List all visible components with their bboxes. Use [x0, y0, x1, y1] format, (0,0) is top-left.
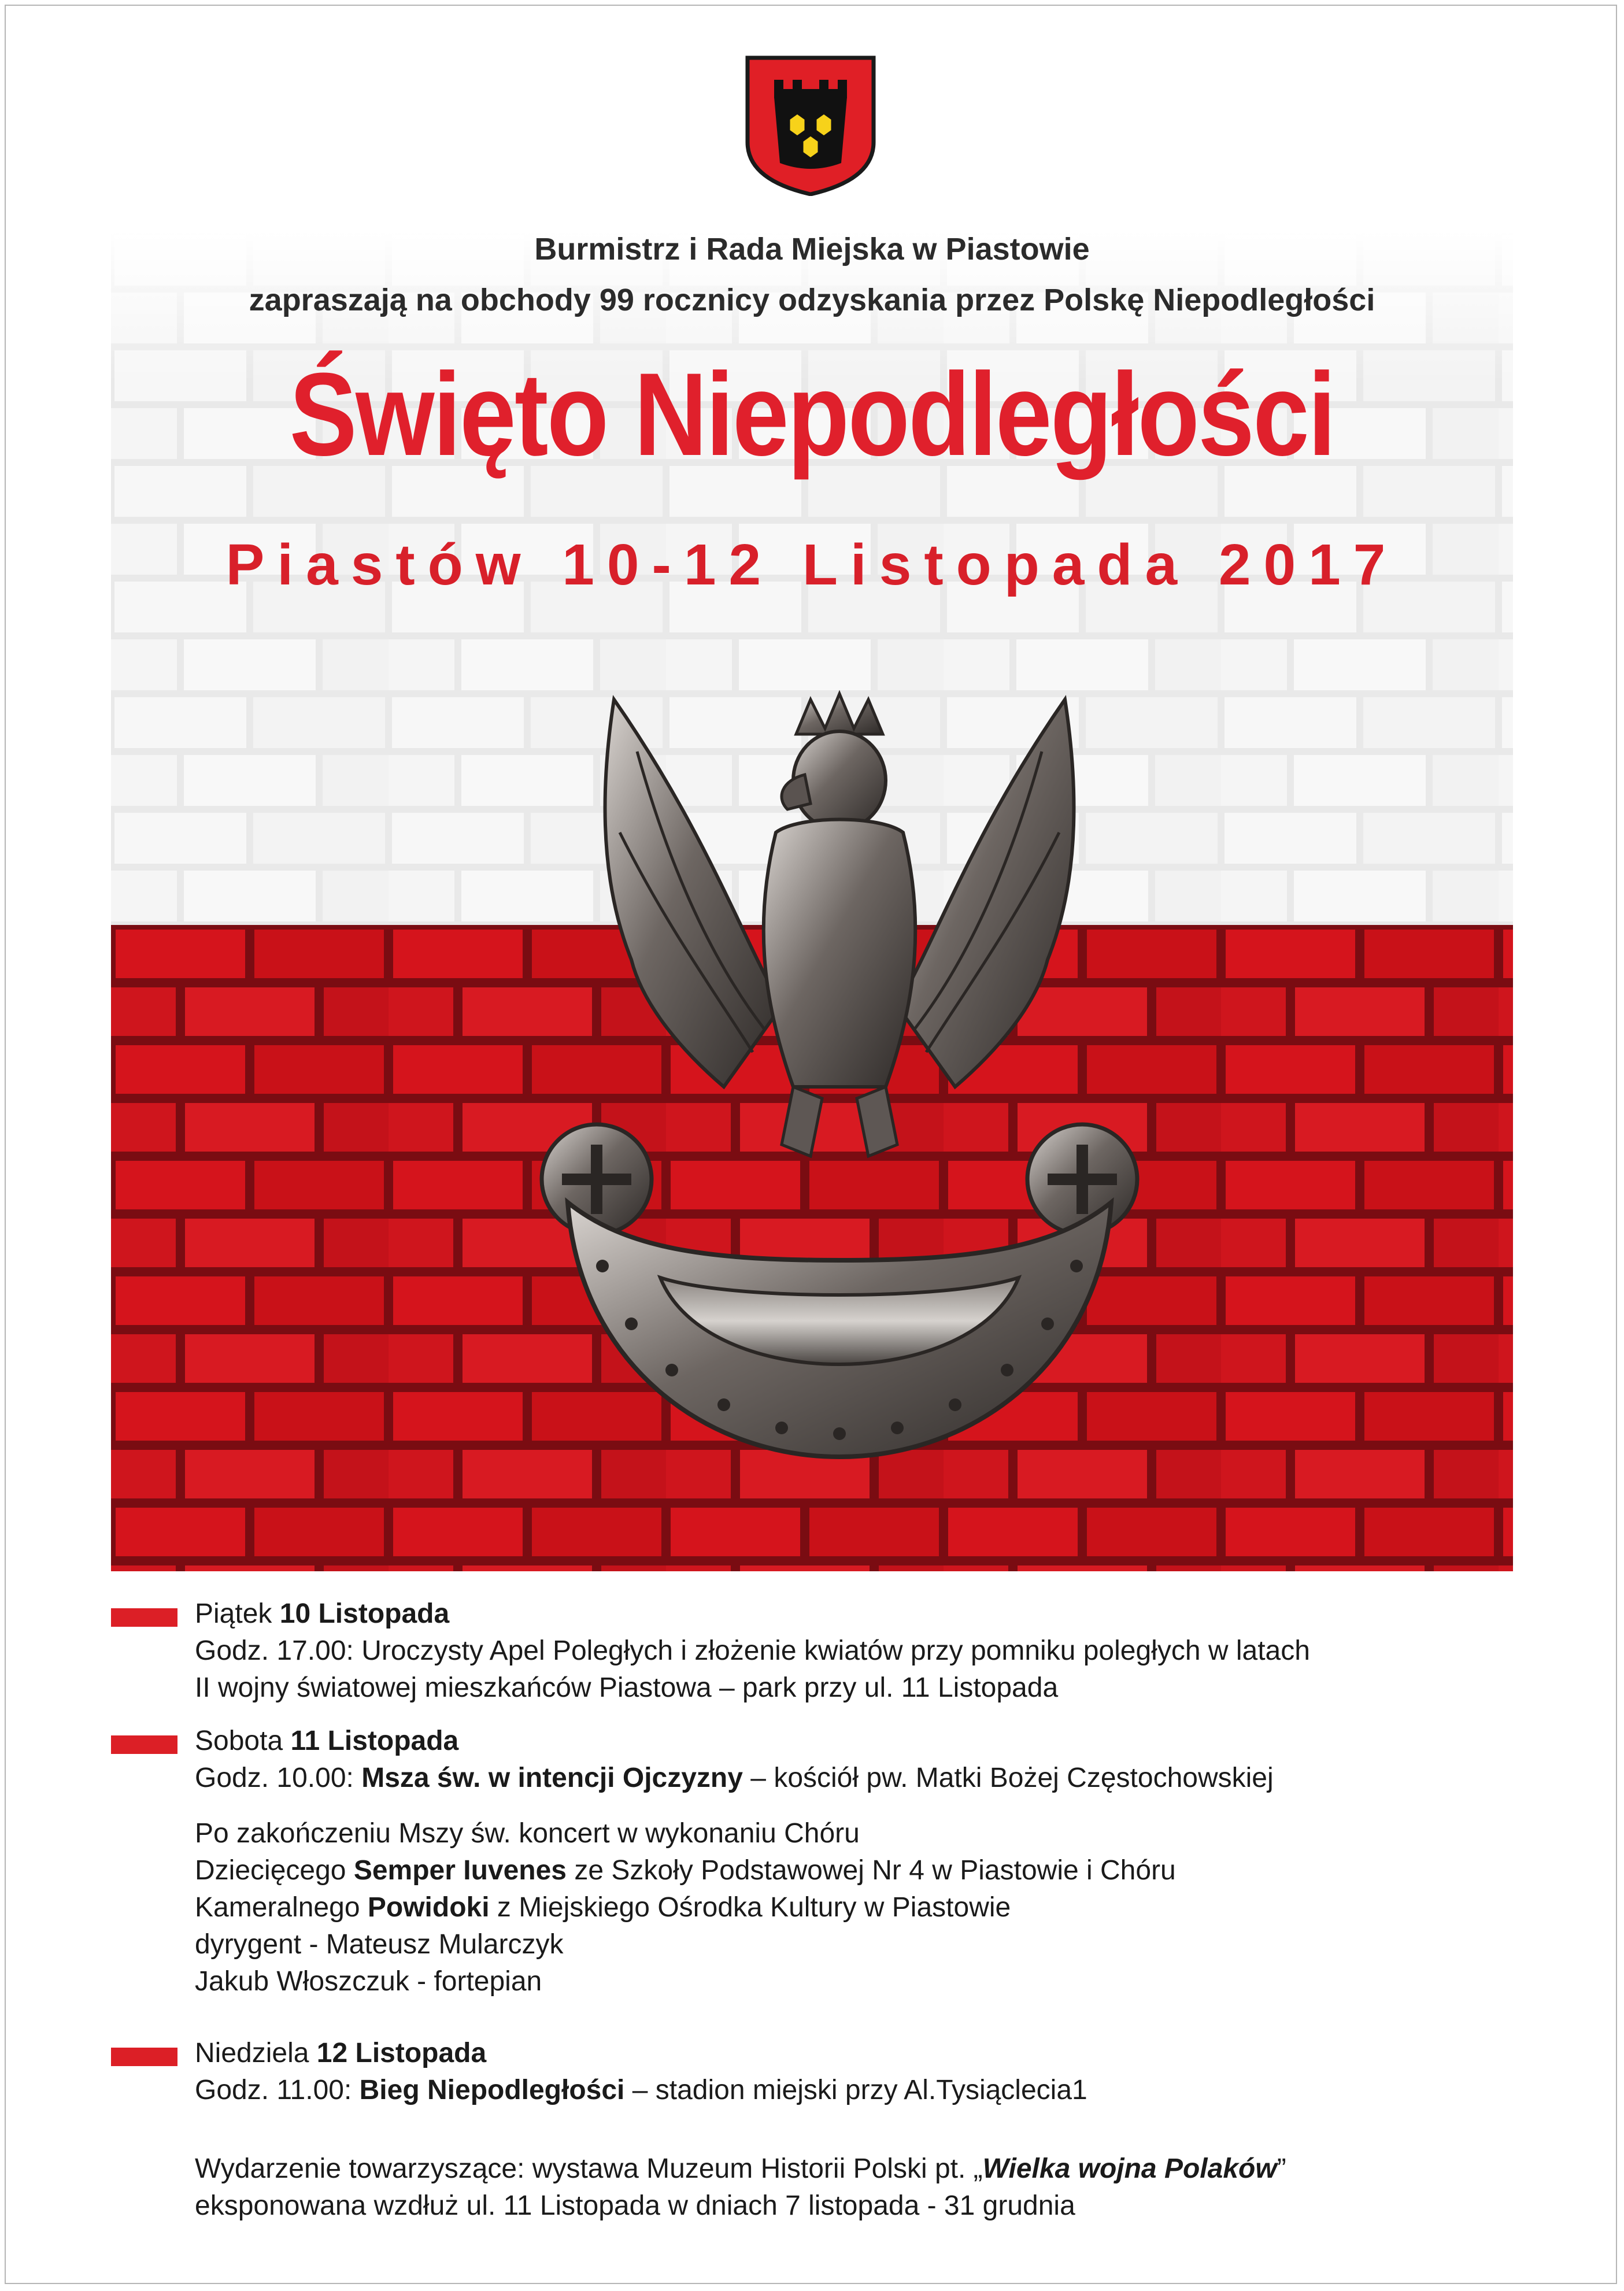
concert-line: dyrygent - Mateusz Mularczyk	[195, 1929, 564, 1960]
event-dates-subtitle: Piastów 10-12 Listopada 2017	[225, 532, 1399, 597]
event-line: II wojny światowej mieszkańców Piastowa – park przy ul. 11 Listopada	[195, 1672, 1059, 1703]
hero-banner	[111, 231, 1513, 1571]
day-heading: Sobota 11 Listopada	[195, 1726, 459, 1756]
day-heading: Niedziela 12 Listopada	[195, 2038, 487, 2068]
accompanying-line: eksponowana wzdłuż ul. 11 Listopada w dniach 7 listopada - 31 grudnia	[195, 2190, 1075, 2221]
event-line: Godz. 10.00: Msza św. w intencji Ojczyzny – kościół pw. Matki Bożej Częstochowskiej	[195, 1763, 1274, 1793]
military-eagle-badge-image	[533, 682, 1146, 1468]
red-bullet-marker	[111, 1735, 177, 1754]
accompanying-line: Wydarzenie towarzyszące: wystawa Muzeum Historii Polski pt. „Wielka wojna Polaków”	[195, 2153, 1286, 2184]
page-title: Święto Niepodległości	[289, 349, 1335, 480]
concert-line: Kameralnego Powidoki z Miejskiego Ośrodka Kultury w Piastowie	[195, 1892, 1011, 1923]
concert-line: Jakub Włoszczuk - fortepian	[195, 1966, 542, 1997]
day-heading: Piątek 10 Listopada	[195, 1598, 450, 1629]
concert-line: Po zakończeniu Mszy św. koncert w wykonaniu Chóru	[195, 1818, 860, 1849]
concert-line: Dziecięcego Semper Iuvenes ze Szkoły Podstawowej Nr 4 w Piastowie i Chóru	[195, 1855, 1176, 1886]
event-line: Godz. 11.00: Bieg Niepodległości – stadion miejski przy Al.Tysiąclecia1	[195, 2075, 1087, 2105]
invitation-line: zapraszają na obchody 99 rocznicy odzyskania przez Polskę Niepodległości	[249, 283, 1375, 317]
organizer-line: Burmistrz i Rada Miejska w Piastowie	[534, 232, 1090, 267]
event-line: Godz. 17.00: Uroczysty Apel Poległych i złożenie kwiatów przy pomniku poległych w latach	[195, 1635, 1310, 1666]
exhibition-title: Wielka wojna Polaków	[982, 2153, 1277, 2184]
red-bullet-marker	[111, 2048, 177, 2066]
coat-of-arms-emblem	[744, 55, 877, 196]
red-bullet-marker	[111, 1608, 177, 1627]
